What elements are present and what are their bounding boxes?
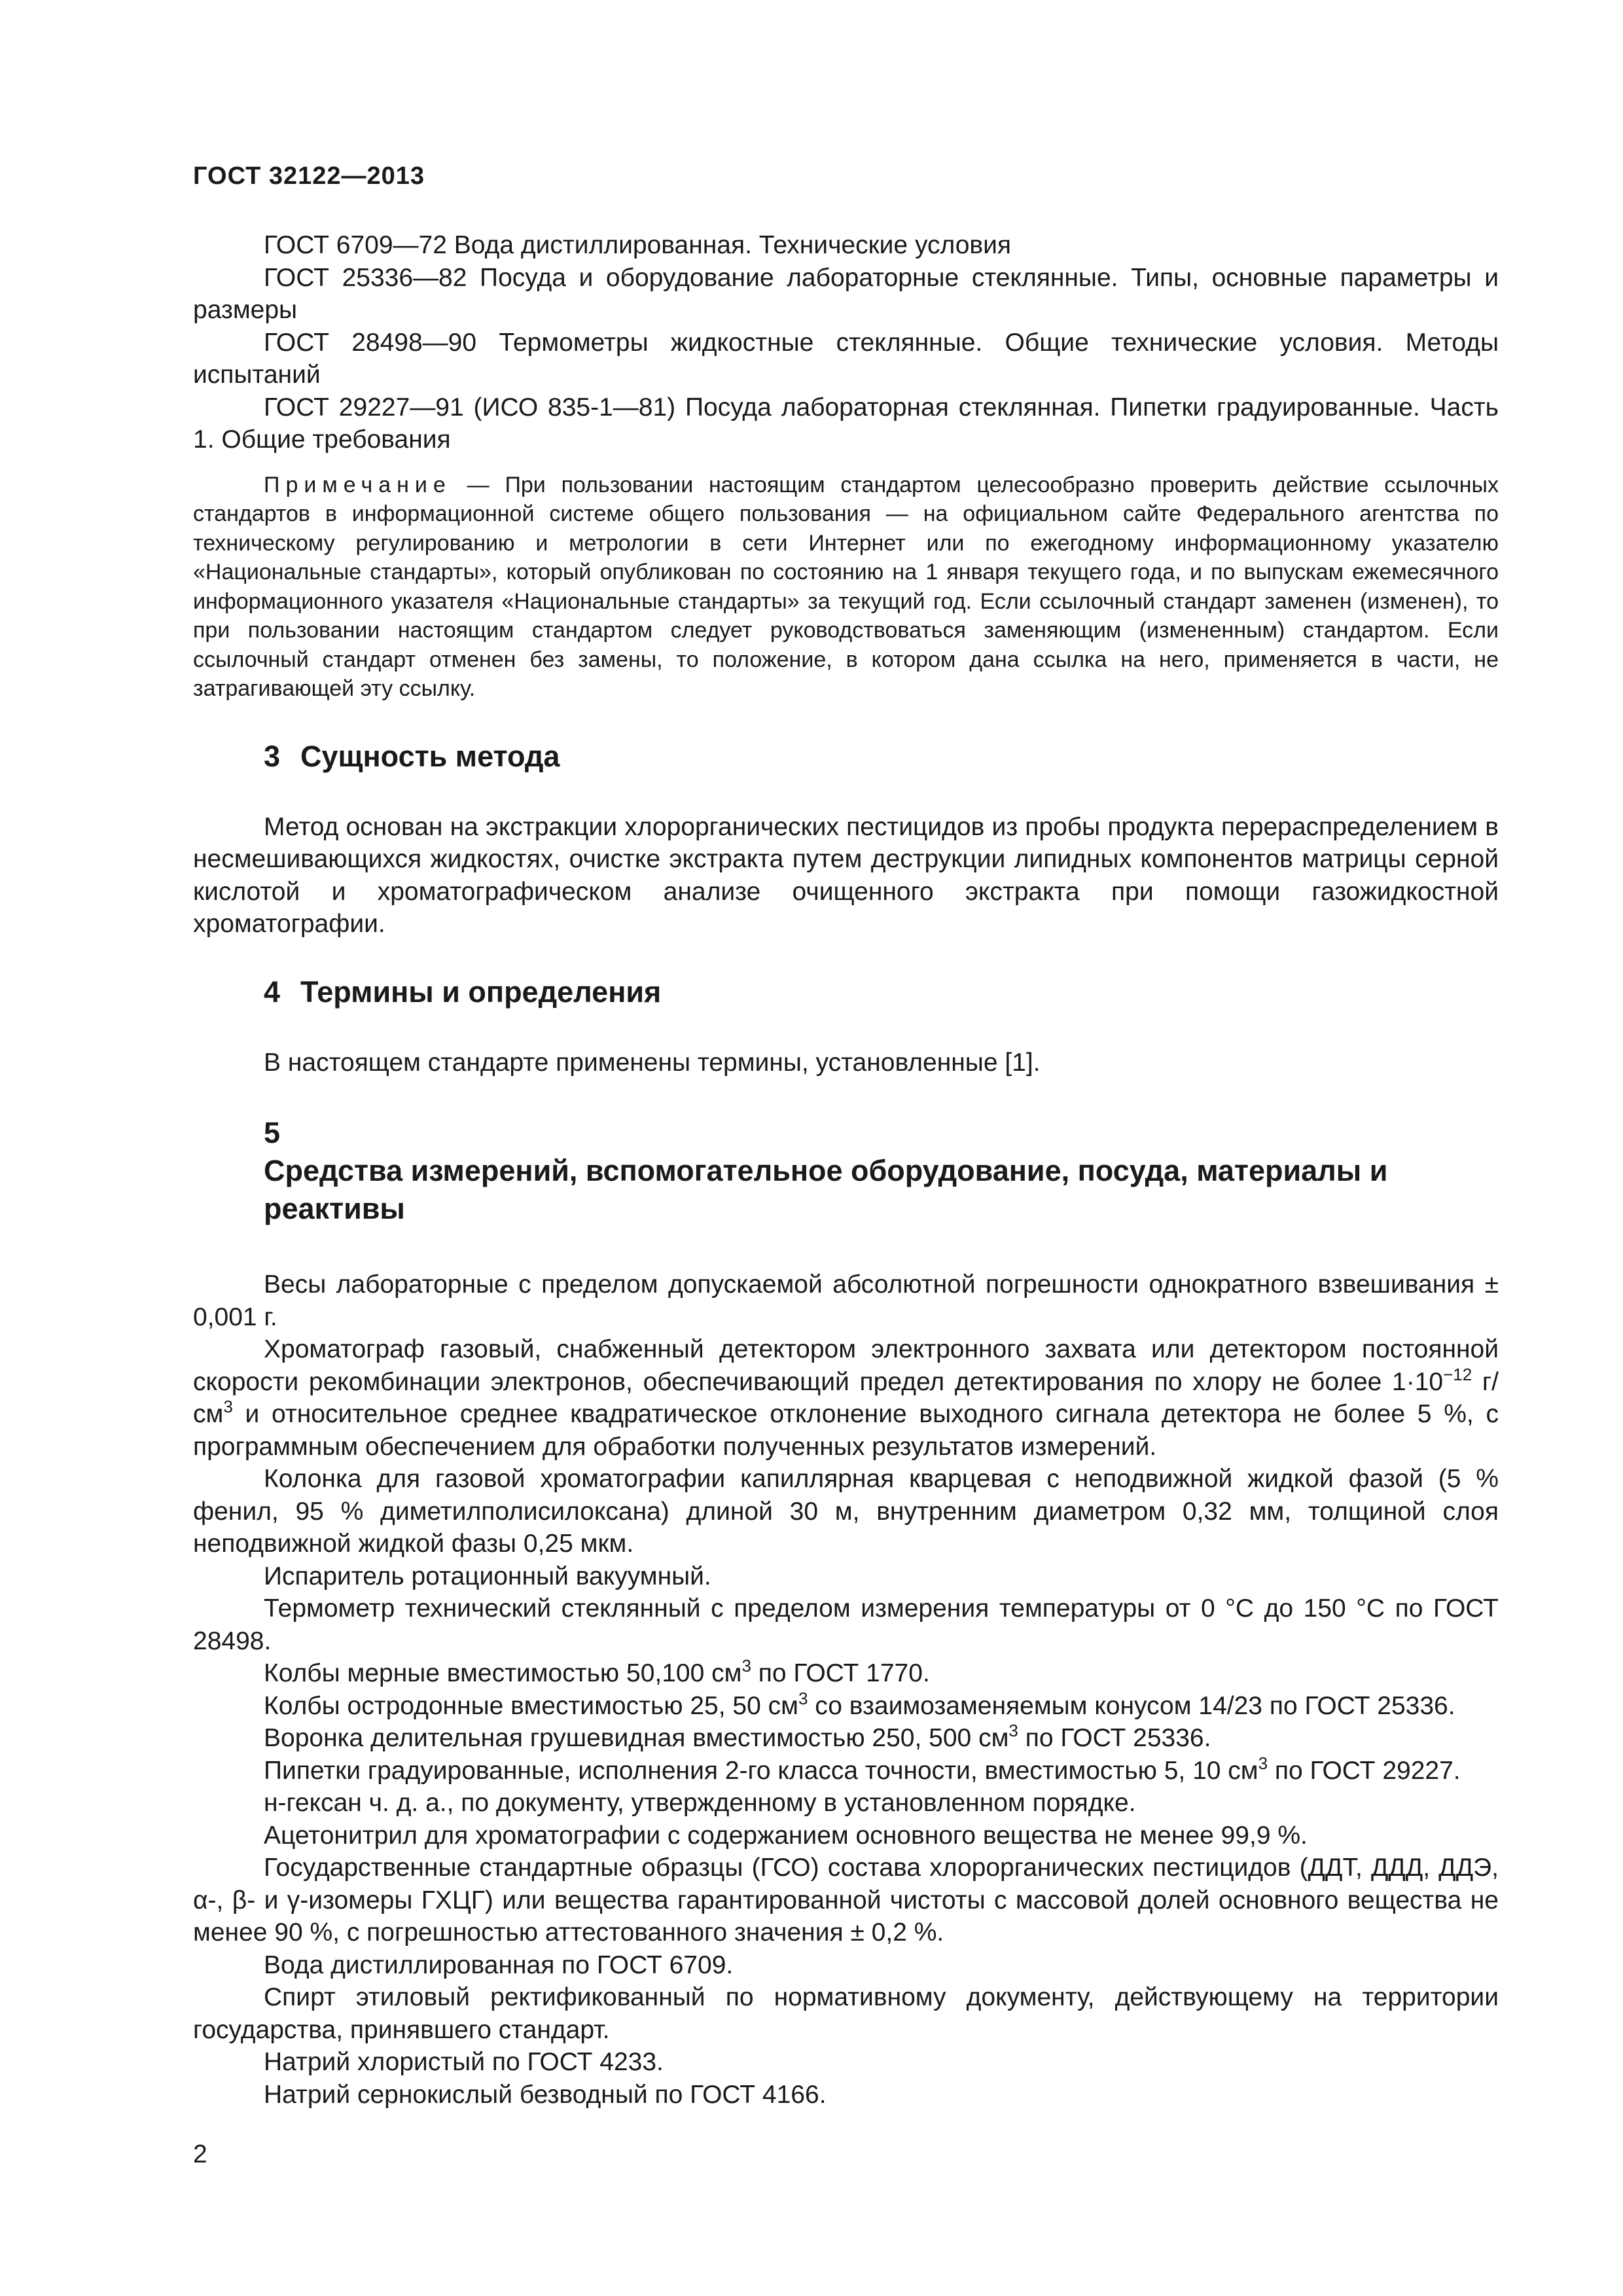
section-5-heading — [193, 1114, 1499, 1228]
item-thermometer: Термометр технический стеклянный с пределом измерения температуры от 0 °С до 150 °С по ГОСТ 28498. — [193, 1594, 1499, 1655]
text-part: Воронка делительная грушевидная вместимостью 250, 500 см — [264, 1724, 1009, 1752]
ref-gost-28498: ГОСТ 28498—90 Термометры жидкостные стеклянные. Общие технические условия. Методы испытаний — [193, 328, 1499, 389]
item-evaporator: Испаритель ротационный вакуумный. — [264, 1562, 711, 1590]
note-label: Примечание — [264, 472, 452, 497]
item-volumetric-flasks — [193, 1657, 1499, 1690]
ref-gost-25336: ГОСТ 25336—82 Посуда и оборудование лабораторные стеклянные. Типы, основные параметры и размеры — [193, 263, 1499, 324]
page-number: 2 — [193, 2140, 207, 2168]
page-content — [193, 229, 1499, 2111]
note-paragraph — [193, 471, 1499, 704]
text-part: и относительное среднее квадратическое отклонение выходного сигнала детектора не более 5 %, с программным обеспечением для обработки полученных результатов измерений. — [193, 1400, 1499, 1461]
item-funnel — [193, 1722, 1499, 1755]
text-part: по ГОСТ 1770. — [751, 1659, 930, 1687]
section-title: Средства измерений, вспомогательное оборудование, посуда, материалы и реактивы — [264, 1154, 1388, 1225]
item-round-flasks — [193, 1690, 1499, 1723]
document-header: ГОСТ 32122—2013 — [193, 162, 425, 190]
text-part: Пипетки градуированные, исполнения 2-го класса точности, вместимостью 5, 10 см — [264, 1756, 1258, 1785]
section-number: 5 — [264, 1116, 281, 1149]
section-number: 3 — [264, 739, 281, 773]
item-pipettes — [193, 1755, 1499, 1787]
ref-gost-6709: ГОСТ 6709—72 Вода дистиллированная. Технические условия — [264, 231, 1012, 259]
text-part: по ГОСТ 29227. — [1268, 1756, 1461, 1785]
section-title: Сущность метода — [300, 739, 560, 773]
text-part: Колбы мерные вместимостью 50,100 см — [264, 1659, 742, 1687]
exponent: −12 — [1443, 1364, 1472, 1384]
item-hexane: н-гексан ч. д. а., по документу, утвержденному в установленном порядке. — [264, 1789, 1136, 1817]
exponent: 3 — [798, 1688, 808, 1708]
section-4-heading — [193, 973, 1499, 1011]
item-water: Вода дистиллированная по ГОСТ 6709. — [264, 1950, 734, 1979]
item-sodium-sulfate: Натрий сернокислый безводный по ГОСТ 4166. — [264, 2080, 827, 2109]
item-alcohol: Спирт этиловый ректификованный по нормативному документу, действующему на территории государства, принявшего стандарт. — [193, 1983, 1499, 2044]
text-part: Колбы остродонные вместимостью 25, 50 см — [264, 1691, 798, 1720]
text-part: Хроматограф газовый, снабженный детектором электронного захвата или детектором постоянной скорости рекомбинации электронов, обеспечивающий предел детектирования по хлору не более 1·10 — [193, 1335, 1499, 1396]
item-sodium-chloride: Натрий хлористый по ГОСТ 4233. — [264, 2048, 664, 2076]
exponent: 3 — [1008, 1721, 1018, 1740]
exponent: 3 — [1258, 1753, 1268, 1773]
note-text: — При пользовании настоящим стандартом целесообразно проверить действие ссылочных стандартов в информационной системе общего пользования — на официальном сайте Федерального агентства по техническому регулированию и метрологии в сети Интернет или по ежегодному информационному указателю «Национальные стандарты», который опубликован по состоянию на 1 января текущего года, и по выпускам ежемесячного информационного указателя «Национальные стандарты» за текущий год. Если ссылочный стандарт заменен (изменен), то при пользовании настоящим стандартом следует руководствоваться заменяющим (измененным) стандартом. Если ссылочный стандарт отменен без замены, то положение, в котором дана ссылка на него, применяется в части, не затрагивающей эту ссылку. — [193, 472, 1499, 701]
section-3-text: Метод основан на экстракции хлорорганических пестицидов из пробы продукта перераспределением в несмешивающихся жидкостях, очистке экстракта путем деструкции липидных компонентов матрицы серной кислотой и хроматографическом анализе очищенного экстракта при помощи газожидкостной хроматографии. — [193, 812, 1499, 938]
item-gso: Государственные стандартные образцы (ГСО) состава хлорорганических пестицидов (ДДТ, ДДД, ДДЭ, α-, β- и γ-изомеры ГХЦГ) или вещества гарантированной чистоты с массовой долей основного вещества не менее 90 %, с погрешностью аттестованного значения ± 0,2 %. — [193, 1854, 1499, 1946]
item-column: Колонка для газовой хроматографии капиллярная кварцевая с неподвижной жидкой фазой (5 % фенил, 95 % диметилполисилоксана) длиной 30 м, внутренним диаметром 0,32 мм, толщиной слоя неподвижной жидкой фазы 0,25 мкм. — [193, 1465, 1499, 1558]
item-acetonitrile: Ацетонитрил для хроматографии с содержанием основного вещества не менее 99,9 %. — [264, 1821, 1308, 1850]
section-number: 4 — [264, 975, 281, 1009]
exponent: 3 — [741, 1656, 751, 1676]
section-4-text: В настоящем стандарте применены термины, установленные [1]. — [264, 1048, 1041, 1077]
item-scales: Весы лабораторные с пределом допускаемой абсолютной погрешности однократного взвешивания ± 0,001 г. — [193, 1270, 1499, 1331]
exponent: 3 — [223, 1397, 233, 1416]
item-chromatograph — [193, 1333, 1499, 1463]
ref-gost-29227: ГОСТ 29227—91 (ИСО 835-1—81) Посуда лабораторная стеклянная. Пипетки градуированные. Часть 1. Общие требования — [193, 393, 1499, 454]
text-part: г/см — [193, 1367, 1499, 1428]
section-3-heading — [193, 738, 1499, 776]
section-title: Термины и определения — [300, 975, 662, 1009]
text-part: со взаимозаменяемым конусом 14/23 по ГОСТ 25336. — [808, 1691, 1455, 1720]
text-part: по ГОСТ 25336. — [1018, 1724, 1211, 1752]
